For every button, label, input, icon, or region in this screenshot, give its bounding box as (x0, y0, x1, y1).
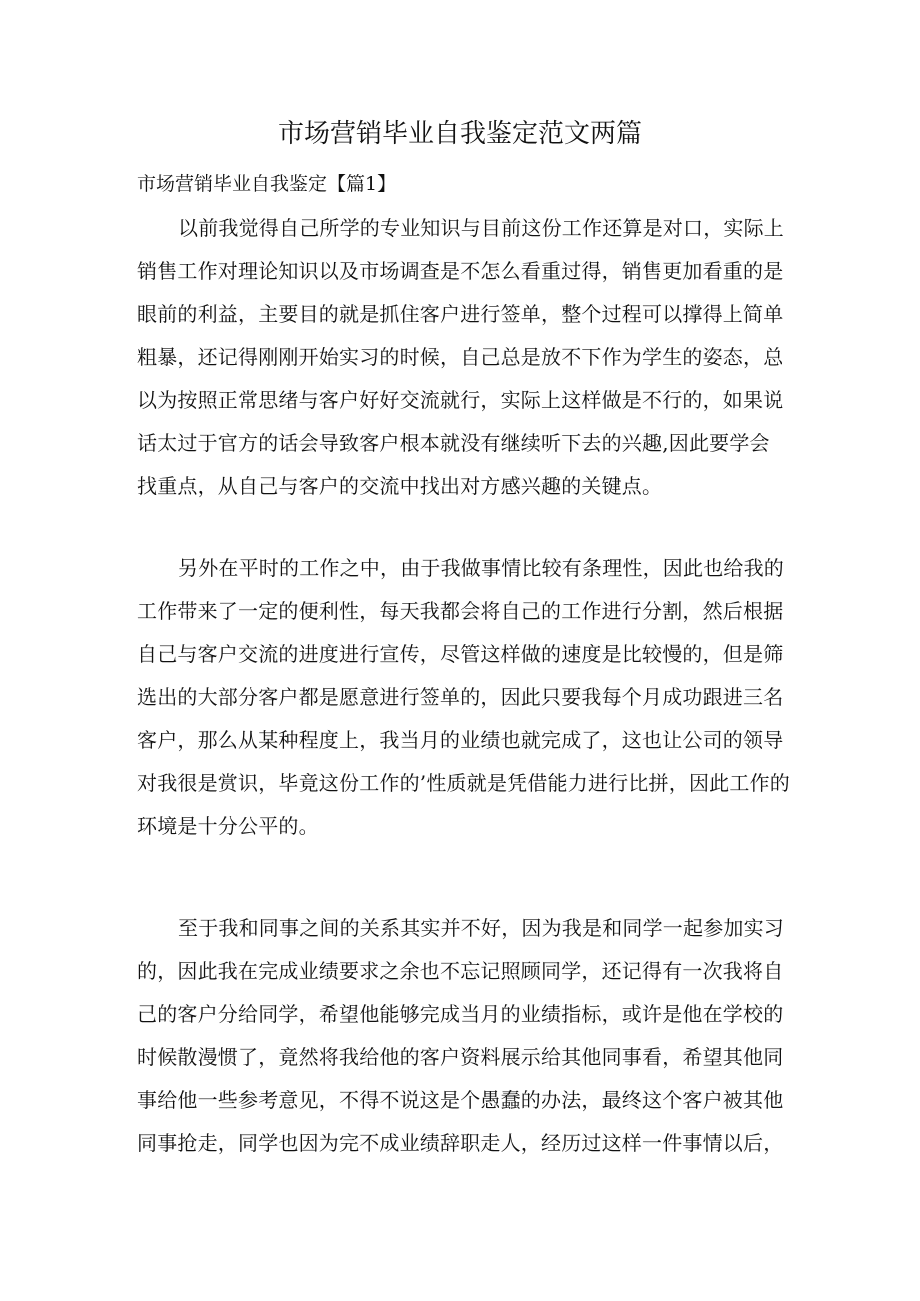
text-line: 同事抢走，同学也因为完不成业绩辞职走人，经历过这样一件事情以后， (137, 1131, 784, 1155)
text-line: 工作带来了一定的便利性，每天我都会将自己的工作进行分割，然后根据 (137, 599, 784, 623)
paragraph-3 (137, 907, 797, 1165)
text-line: 以前我觉得自己所学的专业知识与目前这份工作还算是对口，实际上 (178, 216, 784, 240)
text-line: 粗暴，还记得刚刚开始实习的时候，自己总是放不下作为学生的姿态，总 (137, 345, 784, 369)
text-line: 对我很是赏识，毕竟这份工作的’性质就是凭借能力进行比拼，因此工作的 (137, 771, 790, 795)
text-line: 以为按照正常思绪与客户好好交流就行，实际上这样做是不行的，如果说 (137, 388, 784, 412)
text-line: 至于我和同事之间的关系其实并不好，因为我是和同学一起参加实习 (178, 916, 784, 940)
text-line: 选出的大部分客户都是愿意进行签单的，因此只要我每个月成功跟进三名 (137, 685, 784, 709)
document-title: 市场营销毕业自我鉴定范文两篇 (277, 119, 642, 149)
text-line: 的，因此我在完成业绩要求之余也不忘记照顾同学，还记得有一次我将自 (137, 959, 784, 983)
text-line: 另外在平时的工作之中，由于我做事情比较有条理性，因此也给我的 (178, 556, 784, 580)
text-line: 己的客户分给同学，希望他能够完成当月的业绩指标，或许是他在学校的 (137, 1002, 784, 1026)
text-line: 销售工作对理论知识以及市场调查是不怎么看重过得，销售更加看重的是 (137, 259, 784, 283)
text-line: 自己与客户交流的进度进行宣传，尽管这样做的速度是比较慢的，但是筛 (137, 642, 784, 666)
text-line: 客户，那么从某种程度上，我当月的业绩也就完成了，这也让公司的领导 (137, 728, 784, 752)
text-line: 话太过于官方的话会导致客户根本就没有继续听下去的兴趣,因此要学会 (137, 431, 770, 455)
paragraph-1 (137, 207, 797, 508)
text-line: 找重点，从自己与客户的交流中找出对方感兴趣的关键点。 (137, 474, 663, 498)
section-heading: 市场营销毕业自我鉴定【篇1】 (137, 173, 397, 195)
text-line: 时候散漫惯了，竟然将我给他的客户资料展示给其他同事看，希望其他同 (137, 1045, 784, 1069)
text-line: 事给他一些参考意见，不得不说这是个愚蠢的办法，最终这个客户被其他 (137, 1088, 784, 1112)
text-line: 眼前的利益，主要目的就是抓住客户进行签单，整个过程可以撑得上简单 (137, 302, 784, 326)
paragraph-2 (137, 547, 797, 848)
text-line: 环境是十分公平的。 (137, 814, 319, 838)
